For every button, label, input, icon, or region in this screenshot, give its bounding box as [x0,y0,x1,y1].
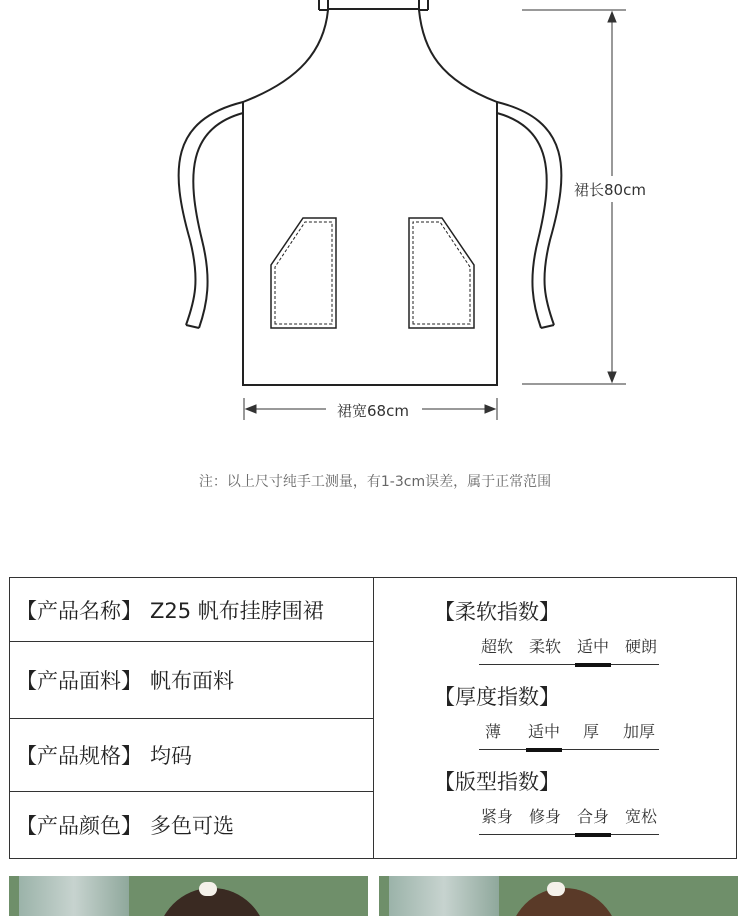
spec-label: 【产品名称】 [16,598,142,623]
thickness-index-title: 【厚度指数】 [434,685,560,709]
measurement-note: 注：以上尺寸纯手工测量，有1-3cm误差，属于正常范围 [198,474,552,490]
width-label: 裙宽68cm [337,402,409,420]
neck-strap [319,0,428,10]
scale-option: 适中 [527,722,561,741]
fit-index-title: 【版型指数】 [434,770,560,794]
softness-index-title: 【柔软指数】 [434,600,560,624]
spec-label: 【产品面料】 [16,669,142,693]
spec-label: 【产品规格】 [16,744,142,768]
spec-value: 均码 [150,744,192,768]
window-background [19,876,129,916]
spec-row-size [10,719,373,791]
selected-marker [575,833,611,837]
spec-row-color [10,792,373,858]
hair-clip [547,882,565,896]
spec-value: 多色可选 [150,814,234,838]
scale-option: 加厚 [622,722,656,741]
selected-marker [575,663,611,667]
scale-option: 硬朗 [624,637,658,656]
scale-option: 合身 [576,807,610,826]
scale-option: 超软 [480,637,514,656]
window-background [389,876,499,916]
scale-option: 修身 [528,807,562,826]
spec-value: 帆布面料 [150,669,234,693]
spec-label: 【产品颜色】 [16,814,142,838]
scale-option: 适中 [576,637,610,656]
hair-clip [199,882,217,896]
spec-value: Z25 帆布挂脖围裙 [150,598,324,623]
scale-option: 薄 [484,722,502,741]
length-label: 裙长80cm [574,181,646,199]
left-pocket [271,218,336,328]
scale-option: 宽松 [624,807,658,826]
softness-scale [479,634,659,665]
spec-info-column [10,578,374,858]
product-photo-left [9,876,368,916]
right-waist-strap [497,102,561,328]
selected-marker [526,748,562,752]
thickness-scale [479,719,659,750]
spec-row-name [10,578,373,641]
fit-scale [479,804,659,835]
scale-option: 柔软 [528,637,562,656]
product-photo-right [379,876,738,916]
scale-option: 紧身 [480,807,514,826]
scale-option: 厚 [582,722,600,741]
spec-table [9,577,737,859]
left-waist-strap [179,102,243,328]
right-pocket [409,218,474,328]
spec-row-fabric [10,642,373,718]
